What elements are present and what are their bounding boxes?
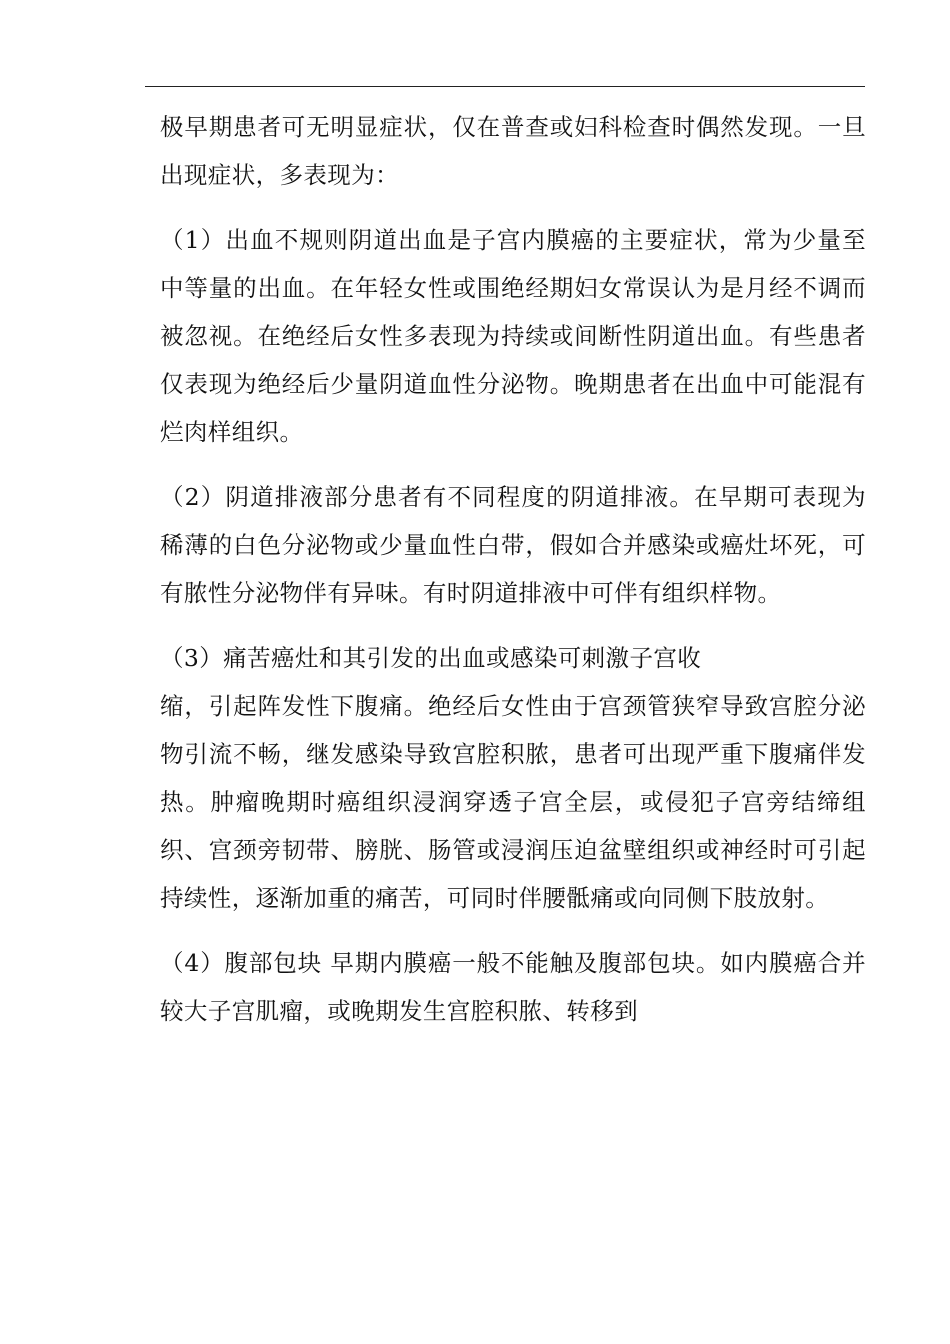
symptom-discharge-paragraph: （2）阴道排液部分患者有不同程度的阴道排液。在早期可表现为稀薄的白色分泌物或少量血性白带，假如合并感染或癌灶坏死，可有脓性分泌物伴有异味。有时阴道排液中可伴有组织样物。	[160, 483, 866, 607]
header-rule	[145, 86, 865, 87]
symptom-pain-paragraph: （3）痛苦癌灶和其引发的出血或感染可刺激子宫收	[160, 644, 702, 672]
document-body	[160, 103, 866, 1035]
symptom-mass-paragraph: （4）腹部包块 早期内膜癌一般不能触及腹部包块。如内膜癌合并较大子宫肌瘤，或晚期发生宫腔积脓、转移到	[160, 949, 866, 1025]
symptom-pain-continuation: 缩，引起阵发性下腹痛。绝经后女性由于宫颈管狭窄导致宫腔分泌物引流不畅，继发感染导致宫腔积脓，患者可出现严重下腹痛伴发热。肿瘤晚期时癌组织浸润穿透子宫全层，或侵犯子宫旁结缔组织、宫颈旁韧带、膀胱、肠管或浸润压迫盆壁组织或神经时可引起持续性，逐渐加重的痛苦，可同时伴腰骶痛或向同侧下肢放射。	[160, 692, 866, 912]
intro-paragraph: 极早期患者可无明显症状，仅在普查或妇科检查时偶然发现。一旦出现症状，多表现为：	[160, 113, 866, 189]
symptom-bleeding-paragraph: （1）出血不规则阴道出血是子宫内膜癌的主要症状，常为少量至中等量的出血。在年轻女性或围绝经期妇女常误认为是月经不调而被忽视。在绝经后女性多表现为持续或间断性阴道出血。有些患者仅表现为绝经后少量阴道血性分泌物。晚期患者在出血中可能混有烂肉样组织。	[160, 226, 866, 446]
